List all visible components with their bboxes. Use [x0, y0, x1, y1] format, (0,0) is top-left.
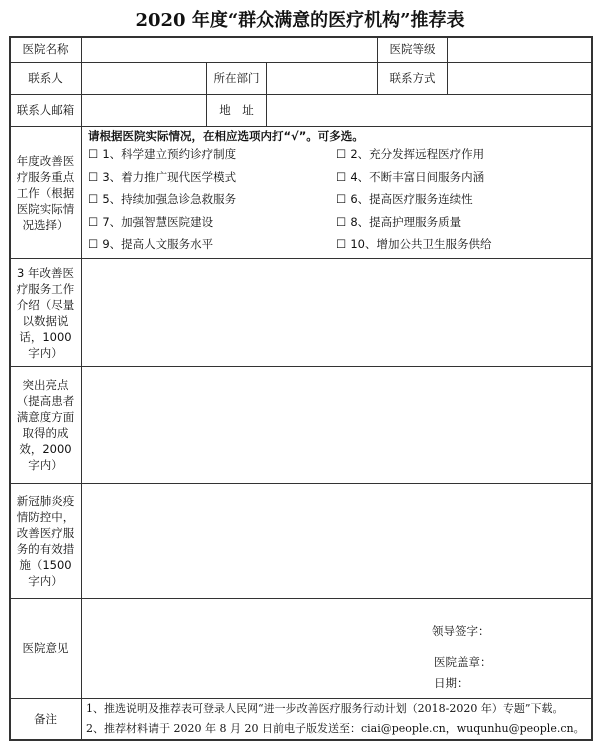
checkbox-icon[interactable]: ☐	[88, 147, 99, 161]
checkbox-icon[interactable]: ☐	[336, 214, 347, 229]
key-work-option[interactable]	[88, 191, 236, 207]
intro-field[interactable]	[81, 258, 593, 367]
remark-notes	[86, 699, 591, 739]
opinion-field[interactable]	[81, 598, 593, 699]
hospital-level-label: 医院等级	[377, 36, 448, 63]
hospital-name-label: 医院名称	[9, 36, 82, 63]
leader-signature-label: 领导签字：	[432, 624, 490, 638]
highlights-label: 突出亮点（提高患者满意度方面取得的成效，2000 字内）	[9, 366, 82, 484]
address-field[interactable]	[266, 94, 593, 127]
key-work-option[interactable]	[88, 169, 236, 185]
key-work-option[interactable]	[88, 214, 213, 230]
covid-field[interactable]	[81, 483, 593, 599]
option-label: 9、提高人文服务水平	[102, 237, 214, 251]
option-label: 5、持续加强急诊急救服务	[102, 192, 237, 206]
covid-label: 新冠肺炎疫情防控中，改善医疗服务的有效措施（1500 字内）	[9, 483, 82, 599]
hospital-seal-label: 医院盖章：	[434, 655, 492, 669]
contact-email-field[interactable]	[81, 94, 207, 127]
key-work-option[interactable]	[336, 214, 461, 230]
hospital-name-field[interactable]	[81, 36, 378, 63]
form-title: 2020 年度“群众满意的医疗机构”推荐表	[135, 10, 465, 31]
hospital-level-field[interactable]	[447, 36, 593, 63]
contact-method-field[interactable]	[447, 62, 593, 95]
checkbox-icon[interactable]: ☐	[336, 169, 347, 184]
contact-person-label: 联系人	[9, 62, 82, 95]
option-label: 1、科学建立预约诊疗制度	[102, 147, 237, 161]
checkbox-icon[interactable]: ☐	[88, 169, 99, 184]
department-field[interactable]	[266, 62, 378, 95]
opinion-label: 医院意见	[9, 598, 82, 699]
option-label: 4、不断丰富日间服务内涵	[350, 169, 485, 184]
option-label: 10、增加公共卫生服务供给	[350, 237, 492, 251]
option-label: 2、充分发挥远程医疗作用	[350, 147, 485, 161]
department-label: 所在部门	[206, 62, 267, 95]
contact-person-field[interactable]	[81, 62, 207, 95]
key-work-option[interactable]	[336, 191, 473, 207]
checkbox-icon[interactable]: ☐	[88, 214, 99, 229]
highlights-field[interactable]	[81, 366, 593, 484]
checkbox-icon[interactable]: ☐	[336, 237, 347, 251]
option-label: 8、提高护理服务质量	[350, 214, 462, 229]
remarks-label: 备注	[9, 698, 82, 741]
checkbox-icon[interactable]: ☐	[88, 237, 99, 251]
key-work-label: 年度改善医疗服务重点工作（根据医院实际情况选择）	[9, 126, 82, 259]
date-label: 日期：	[434, 676, 469, 690]
remark-note-2: 2、推荐材料请于 2020 年 8 月 20 日前电子版发送至：ciai@people.cn，wuqunhu@people.cn。	[86, 722, 585, 735]
option-label: 6、提高医疗服务连续性	[350, 192, 473, 206]
contact-email-label: 联系人邮箱	[9, 94, 82, 127]
key-work-option[interactable]	[336, 169, 484, 185]
contact-method-label: 联系方式	[377, 62, 448, 95]
key-work-instruction: 请根据医院实际情况，在相应选项内打“√”。可多选。	[88, 129, 364, 143]
checkbox-icon[interactable]: ☐	[88, 192, 99, 206]
checkbox-icon[interactable]: ☐	[336, 192, 347, 206]
address-label: 地 址	[206, 94, 267, 127]
checkbox-icon[interactable]: ☐	[336, 147, 347, 161]
option-label: 7、加强智慧医院建设	[102, 214, 214, 229]
key-work-option[interactable]	[336, 236, 491, 252]
intro-label: 3 年改善医疗服务工作介绍（尽量以数据说话，1000 字内）	[9, 258, 82, 367]
key-work-option[interactable]	[336, 146, 484, 162]
key-work-option[interactable]	[88, 236, 213, 252]
option-label: 3、着力推广现代医学模式	[102, 169, 237, 184]
remark-note-1: 1、推选说明及推荐表可登录人民网“进一步改善医疗服务行动计划（2018-2020 年）专题”下载。	[86, 702, 564, 715]
key-work-option[interactable]	[88, 146, 236, 162]
